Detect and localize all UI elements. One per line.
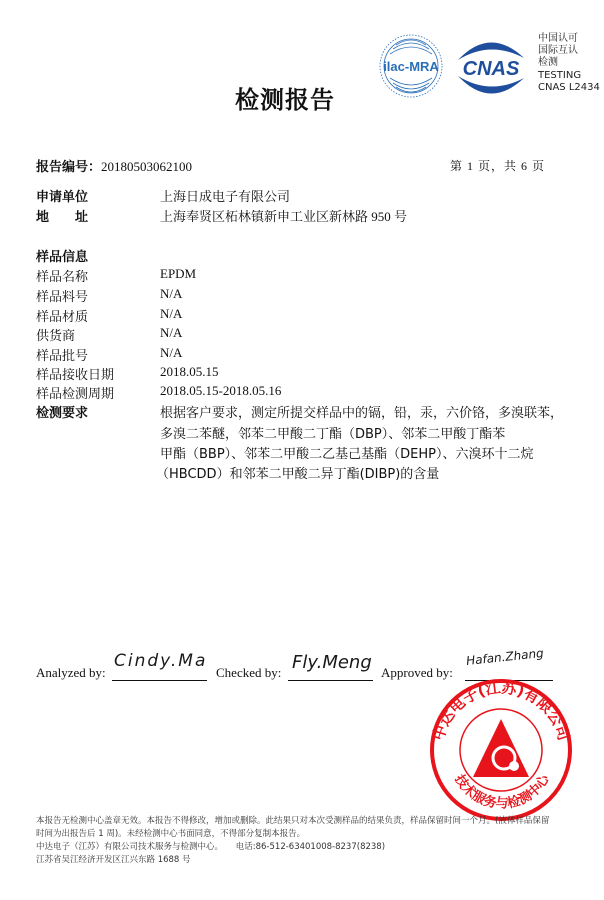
analyzed-signature: Cindy.Ma <box>114 651 208 671</box>
field-label: 样品检测周期 <box>36 387 115 402</box>
page-info: 第 1 页，共 6 页 <box>450 159 546 173</box>
cert-line: 中国认可 <box>538 33 578 44</box>
field-label: 样品料号 <box>36 290 89 305</box>
approved-by-label: Approved by: <box>381 665 453 680</box>
report-number <box>36 156 192 175</box>
sample-section-title: 样品信息 <box>36 250 89 265</box>
checked-signature: Fly.Meng <box>292 652 372 673</box>
analyzed-sig-line <box>112 680 207 681</box>
field-label: 样品接收日期 <box>36 368 115 383</box>
ilac-cnas-logo-icon <box>378 30 538 105</box>
footer-line: 时间为出报告后 1 周)。未经检测中心书面同意，不得部分复制本报告。 <box>36 829 306 839</box>
footer-line: 江苏省吴江经济开发区江兴东路 1688 号 <box>36 855 191 865</box>
report-number-label: 报告编号： <box>36 160 102 175</box>
checked-sig-line <box>288 680 373 681</box>
cert-line: CNAS L2434 <box>538 81 600 93</box>
field-value: 2018.05.15-2018.05.16 <box>160 383 282 398</box>
field-label: 样品批号 <box>36 349 89 364</box>
address-label: 地 址 <box>36 210 89 225</box>
address-value: 上海奉贤区柘林镇新申工业区新林路 950 号 <box>160 209 408 224</box>
stamp-bottom-text: 技术服务与检测中心 <box>451 772 553 812</box>
applicant-label: 申请单位 <box>36 190 89 205</box>
requirement-line: 根据客户要求，测定所提交样品中的镉，铅，汞，六价铬，多溴联苯， <box>160 406 564 421</box>
applicant-value: 上海日成电子有限公司 <box>160 189 291 204</box>
field-label: 供货商 <box>36 329 76 344</box>
field-value: N/A <box>160 325 183 340</box>
company-stamp <box>416 674 586 822</box>
field-value: EPDM <box>160 266 197 281</box>
requirement-line: 甲酯（BBP）、邻苯二甲酸二乙基己基酯（DEHP）、六溴环十二烷 <box>160 447 534 462</box>
analyzed-by-label: Analyzed by: <box>36 665 106 680</box>
field-value: N/A <box>160 345 183 360</box>
svg-text:ilac-MRA: ilac-MRA <box>383 59 439 74</box>
requirement-line: 多溴二苯醚，邻苯二甲酸二丁酯（DBP）、邻苯二甲酸丁酯苯 <box>160 427 506 442</box>
field-value: N/A <box>160 306 183 321</box>
report-number-value: 20180503062100 <box>101 159 193 174</box>
footer-line: 本报告无检测中心盖章无效。本报告不得修改，增加或删除。此结果只对本次受测样品的结果负责，样品保留时间一个月。(液体样品保留 <box>36 816 550 826</box>
footer-line: 中达电子（江苏）有限公司技术服务与检测中心。 电话:86-512-63401008-8237(8238) <box>36 842 386 852</box>
approved-signature: Hafan.Zhang <box>465 645 545 669</box>
checked-by-label: Checked by: <box>216 665 282 680</box>
field-label: 样品名称 <box>36 270 89 285</box>
requirement-label: 检测要求 <box>36 406 89 421</box>
field-value: N/A <box>160 286 183 301</box>
field-value: 2018.05.15 <box>160 364 219 379</box>
svg-text:CNAS: CNAS <box>462 58 520 80</box>
stamp-top-text: 中达电子(江苏)有限公司 <box>429 678 573 743</box>
page-title: 检测报告 <box>235 86 335 114</box>
requirement-line: （HBCDD）和邻苯二甲酸二异丁酯(DIBP)的含量 <box>156 467 440 482</box>
cert-line: TESTING <box>538 69 582 81</box>
seal-icon <box>416 674 586 822</box>
cert-text <box>538 33 600 94</box>
cert-line: 检测 <box>538 57 558 69</box>
cert-line: 国际互认 <box>538 45 578 57</box>
field-label: 样品材质 <box>36 310 89 325</box>
footer <box>36 815 549 867</box>
